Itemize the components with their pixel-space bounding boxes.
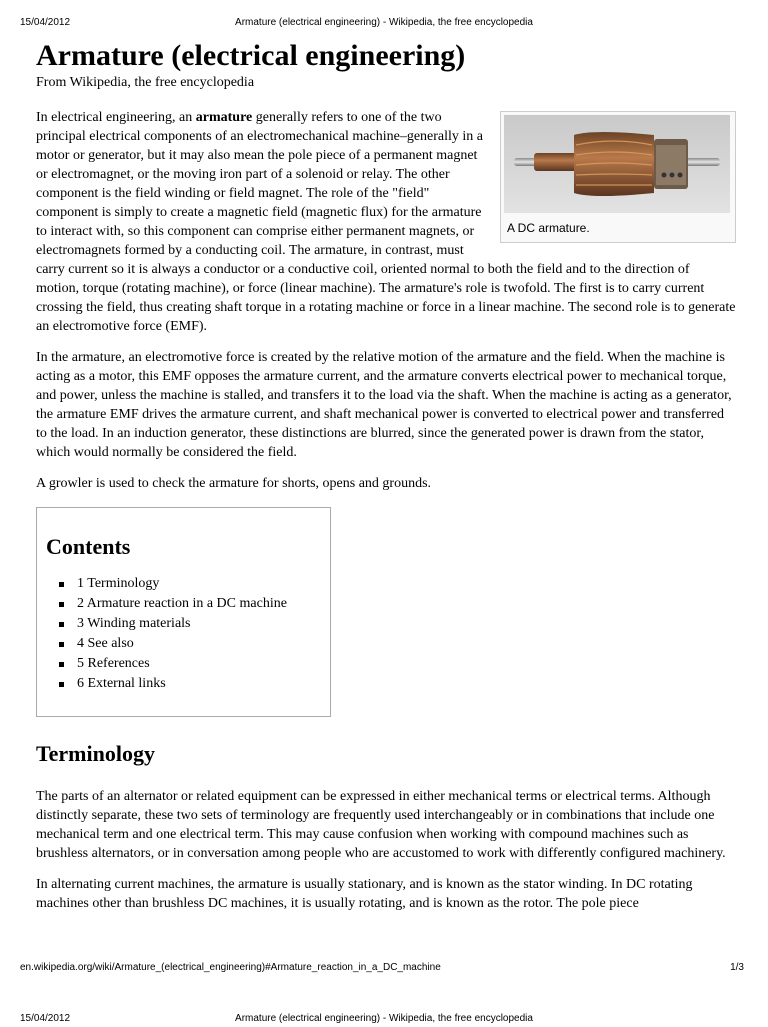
table-of-contents [36,507,331,717]
print-date: 15/04/2012 [20,17,71,28]
image-thumbnail [500,111,736,243]
dc-armature-image[interactable] [504,115,730,213]
print-header [20,17,748,31]
toc-item-references[interactable]: 5 References [77,654,330,674]
terminology-paragraph-2: In alternating current machines, the armature is usually stationary, and is known as the stator winding. In DC rotating machines other than brushless DC machines, it is usually rotating, and is known as the rotor. The pole piece [36,877,693,911]
toc-item-see-also[interactable]: 4 See also [77,634,330,654]
tagline: From Wikipedia, the free encyclopedia [36,75,255,90]
article-content [36,38,736,925]
toc-item-external-links[interactable]: 6 External links [77,674,330,694]
image-caption: A DC armature. [507,221,590,235]
toc-heading: Contents [46,534,131,559]
section-heading-terminology: Terminology [36,741,155,766]
next-page-header [20,1013,748,1027]
next-page-title: Armature (electrical engineering) - Wikipedia, the free encyclopedia [235,1013,533,1024]
paragraph-growler: A growler is used to check the armature for shorts, opens and grounds. [36,476,432,491]
print-url: en.wikipedia.org/wiki/Armature_(electrical_engineering)#Armature_reaction_in_a_DC_machine [20,962,441,973]
terminology-paragraph-1: The parts of an alternator or related equipment can be expressed in either mechanical terms or electrical terms. Although distinctly separate, these two sets of terminology are frequently used interchangeably or in combinations that include one mechanical term and one electrical term. This may cause confusion when working with compound machines such as brushless alternators, or in conversation among people who are accustomed to work with differently configured machinery. [36,789,726,861]
toc-item-terminology[interactable]: 1 Terminology [77,574,330,594]
toc-item-winding-materials[interactable]: 3 Winding materials [77,614,330,634]
paragraph-emf: In the armature, an electromotive force is created by the relative motion of the armature and the field. When the machine is acting as a motor, this EMF opposes the armature current, and the armature converts electrical power to mechanical torque, and power, unless the machine is stalled, and transfers it to the load via the shaft. When the machine is acting as a generator, the armature EMF drives the armature current, and shaft mechanical power is converted to electrical power and transferred to the load. In an induction generator, these distinctions are blurred, since the generated power is drawn from the stator, which would normally be considered the field. [36,350,732,460]
toc-list [46,574,330,694]
intro-bold-term: armature [195,110,253,125]
intro-paragraph: In electrical engineering, an armature generally refers to one of the two principal electrical components of an electromechanical machine–generally in a motor or generator, but it may also mean the pole piece of a permanent magnet or electromagnet, or the moving iron part of a solenoid or relay. The other component is the field winding or field magnet. The role of the "field" component is simply to create a magnetic field (magnetic flux) for the armature to interact with, so this component can comprise either permanent magnets, or electromagnets formed by a conducting coil. The armature, in contrast, must carry current so it is always a conductor or a conductive coil, oriented normal to both the field and to the direction of motion, torque (rotating machine), or force (linear machine). The armature's role is twofold. The first is to carry current crossing the field, thus creating shaft torque in a rotating machine or force in a linear machine. The second role is to generate an electromotive force (EMF). [36,110,736,334]
print-page-number: 1/3 [730,962,744,973]
print-page-title: Armature (electrical engineering) - Wikipedia, the free encyclopedia [235,17,533,28]
next-page-date: 15/04/2012 [20,1013,71,1024]
toc-item-armature-reaction[interactable]: 2 Armature reaction in a DC machine [77,594,330,614]
page-title: Armature (electrical engineering) [36,39,466,72]
print-footer [20,962,748,976]
